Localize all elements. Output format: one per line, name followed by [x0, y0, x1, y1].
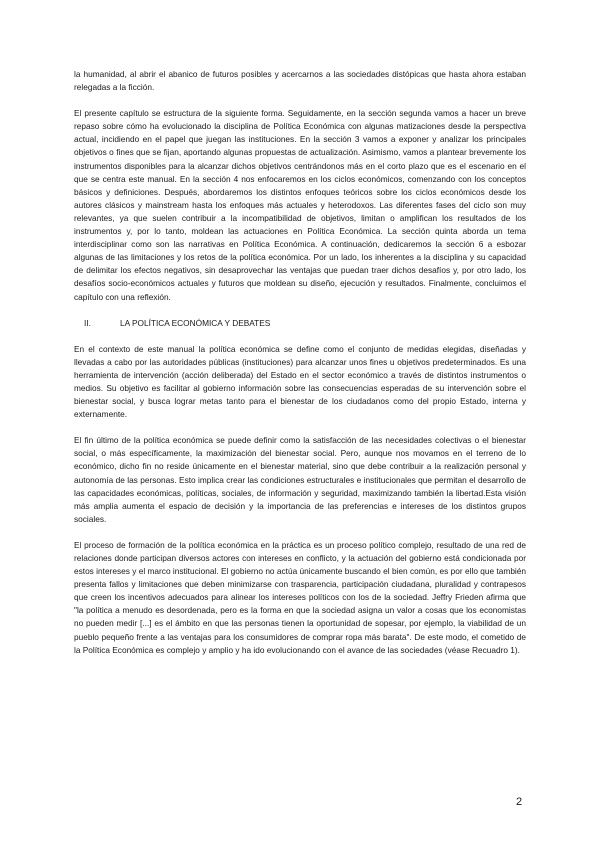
section-title: LA POLÍTICA ECONÓMICA Y DEBATES [120, 317, 271, 328]
paragraph-intro-end: la humanidad, al abrir el abanico de futuros posibles y acercarnos a las sociedades distópicas que hasta ahora estaban relegadas a la ficción. [74, 69, 526, 93]
paragraph-ultimate-goal: El fin último de la política económica se puede definir como la satisfacción de las necesidades colectivas o el bienestar social, o más específicamente, la maximización del bienestar social. Pero, aunque nos movamos en el terreno de lo económico, dicho fin no reside únicamente en el bienestar material, sino que debe contribuir a la realización personal y autonomía de las personas. Esto implica crear las condiciones estructurales e institucionales que permitan el desarrollo de las capacidades económicas, políticas, sociales, de información y seguridad, maximizando también la libertad.Esta visión más amplia aumenta el espacio de decisión y la importancia de las preferencias e intereses de los distintos grupos sociales. [74, 435, 526, 524]
paragraph-definition: En el contexto de este manual la política económica se define como el conjunto de medidas elegidas, diseñadas y llevadas a cabo por las autoridades públicas (instituciones) para alcanzar unos fines u objetivos predeterminados. Es una herramienta de intervención (acción deliberada) del Estado en el sector económico a través de distintos instrumentos o medios. Su objetivo es facilitar al gobierno información sobre las consecuencias esperadas de su intervención sobre el bienestar social, y busca lograr metas tanto para el bienestar de los ciudadanos como del propio Estado, interna y externamente. [74, 343, 526, 420]
page-body [74, 68, 526, 657]
section-heading [74, 317, 526, 330]
paragraph-chapter-structure: El presente capítulo se estructura de la siguiente forma. Seguidamente, en la sección segunda vamos a hacer un breve repaso sobre cómo ha evolucionado la disciplina de Política Económica con algunas matizaciones desde la perspectiva actual, incidiendo en el papel que juegan las instituciones. En la sección 3 vamos a exponer y analizar los principales objetivos o fines que se fijan, aportando algunas propuestas de actualización. Asimismo, vamos a plantear brevemente los instrumentos disponibles para la alcanzar dichos objetivos centrándonos más en el corto plazo que es el escenario en el que se centra este manual. En la sección 4 nos enfocaremos en los ciclos económicos, comenzando con los conceptos básicos y definiciones. Después, abordaremos los distintos enfoques teóricos sobre los ciclos económicos desde los autores clásicos y mainstream hasta los enfoques más actuales y heterodoxos. Las diferentes fases del ciclo son muy relevantes, ya que suelen contribuir a la incompatibilidad de objetivos, limitan o amplifican los resultados de los instrumentos y, por lo tanto, moldean las actuaciones en Política Económica. La sección quinta aborda un tema interdisciplinar como son las narrativas en Política Económica. A continuación, dedicaremos la sección 6 a esbozar algunas de las limitaciones y los retos de la política económica. Por un lado, los inherentes a la disciplina y su capacidad de delimitar los efectos negativos, sin desaprovechar las ventajas que puedan traer dichos desafíos y, por otro lado, los desafíos socio-económicos actuales y futuros que moldean su diseño, ejecución y resultados. Finalmente, concluimos el capítulo con una reflexión. [74, 108, 526, 302]
page-number: 2 [516, 796, 523, 808]
paragraph-formation-process: El proceso de formación de la política económica en la práctica es un proceso político complejo, resultado de una red de relaciones donde participan diversos actores con intereses en conflicto, y la actuación del gobierno está condicionada por estos intereses y el marco institucional. El gobierno no actúa únicamente buscando el bien común, es por ello que también presenta fallos y limitaciones que deben minimizarse con trasparencia, participación ciudadana, pluralidad y contrapesos que creen los incentivos adecuados para alinear los intereses políticos con los de la sociedad. Jeffry Frieden afirma que "la política a menudo es desordenada, pero es la forma en que la sociedad asigna un valor a cosas que los economistas no pueden medir [...] es el ámbito en que las personas tienen la oportunidad de sopesar, por ejemplo, la viabilidad de un pueblo pequeño frente a las ventajas para los consumidores de comprar ropa más barata". De este modo, el cometido de la Política Económica es complejo y amplio y ha ido evolucionando con el avance de las sociedades (véase Recuadro 1). [74, 539, 526, 655]
section-number: II. [84, 317, 91, 328]
